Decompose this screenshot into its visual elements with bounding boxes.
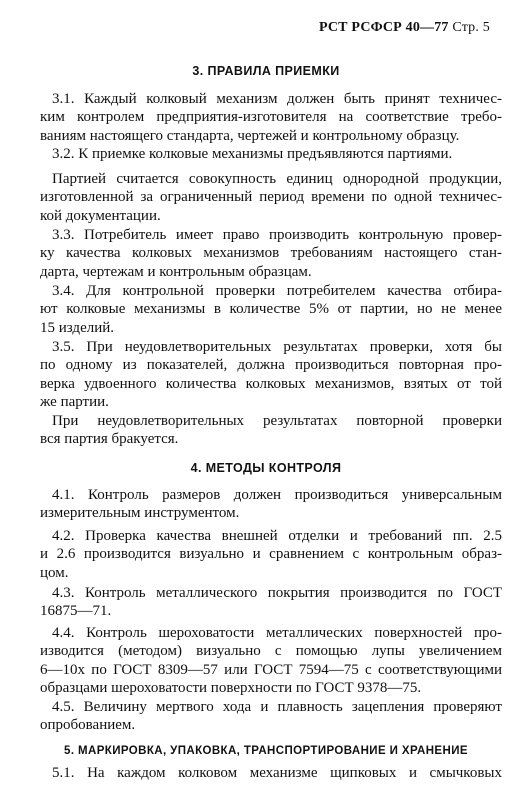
paragraph-4-4: 4.4. Контроль шероховатости металлических поверхностей про- <box>52 625 502 641</box>
paragraph-4-5-cont: опробованием. <box>40 717 136 733</box>
paragraph-rejection-cont: вся партия бракуется. <box>40 431 179 447</box>
paragraph-3-4: 3.4. Для контрольной проверки потребителем качества отбира- <box>52 283 502 299</box>
paragraph-4-2: 4.2. Проверка качества внешней отделки и требований пп. 2.5 <box>52 528 502 544</box>
paragraph-4-1-cont: измерительным инструментом. <box>40 505 240 521</box>
paragraph-3-2: 3.2. К приемке колковые механизмы предъявляются партиями. <box>52 146 453 162</box>
section-5-heading: 5. МАРКИРОВКА, УПАКОВКА, ТРАНСПОРТИРОВАНИЕ И ХРАНЕНИЕ <box>64 745 468 757</box>
paragraph-4-4-cont: изводится (методом) визуально с помощью лупы увеличением 6—10х по ГОСТ 8309—57 или ГОСТ 7594—75 с соответствующими образцами шероховатости поверхности по ГОСТ 9378—75. <box>40 643 502 696</box>
paragraph-4-1: 4.1. Контроль размеров должен производиться универсальным <box>52 487 502 503</box>
paragraph-5-1: 5.1. На каждом колковом механизме щипковых и смычковых <box>52 765 502 781</box>
paragraph-3-5-cont: по одному из показателей, должна производиться повторная про- верка удвоенного количества колковых механизмов, взятых от той же партии. <box>40 357 502 410</box>
paragraph-3-5: 3.5. При неудовлетворительных результатах проверки, хотя бы <box>52 339 502 355</box>
paragraph-4-3: 4.3. Контроль металлического покрытия производится по ГОСТ <box>52 585 502 601</box>
section-4-heading: 4. МЕТОДЫ КОНТРОЛЯ <box>190 461 342 475</box>
paragraph-party-definition-cont: изготовленной за ограниченный период времени по одной техничес- кой документации. <box>40 189 502 224</box>
paragraph-3-1: 3.1. Каждый колковый механизм должен быть принят техничес- <box>52 91 502 107</box>
standard-code: РСТ РСФСР 40—77 <box>318 20 449 35</box>
paragraph-4-5: 4.5. Величину мертвого хода и плавность зацепления проверяют <box>52 699 502 715</box>
paragraph-4-2-cont: и 2.6 производится визуально и сравнением с контрольным образ- цом. <box>40 546 502 581</box>
paragraph-rejection: При неудовлетворительных результатах повторной проверки <box>52 413 502 429</box>
paragraph-party-definition: Партией считается совокупность единиц однородной продукции, <box>52 171 502 187</box>
paragraph-3-3: 3.3. Потребитель имеет право производить контрольную провер- <box>52 227 502 243</box>
page-header <box>319 20 490 36</box>
section-3-heading: 3. ПРАВИЛА ПРИЕМКИ <box>192 64 340 78</box>
paragraph-3-4-cont: ют колковые механизмы в количестве 5% от партии, но не менее 15 изделий. <box>40 301 502 336</box>
paragraph-3-3-cont: ку качества колковых механизмов требованиям настоящего стан- дарта, чертежам и контрольным образцам. <box>40 245 502 280</box>
paragraph-3-1-cont: ким контролем предприятия-изготовителя на соответствие требо- ваниям настоящего стандарта, чертежей и контрольному образцу. <box>40 109 502 144</box>
page-number: Стр. 5 <box>452 20 490 35</box>
paragraph-4-3-cont: 16875—71. <box>40 603 112 619</box>
